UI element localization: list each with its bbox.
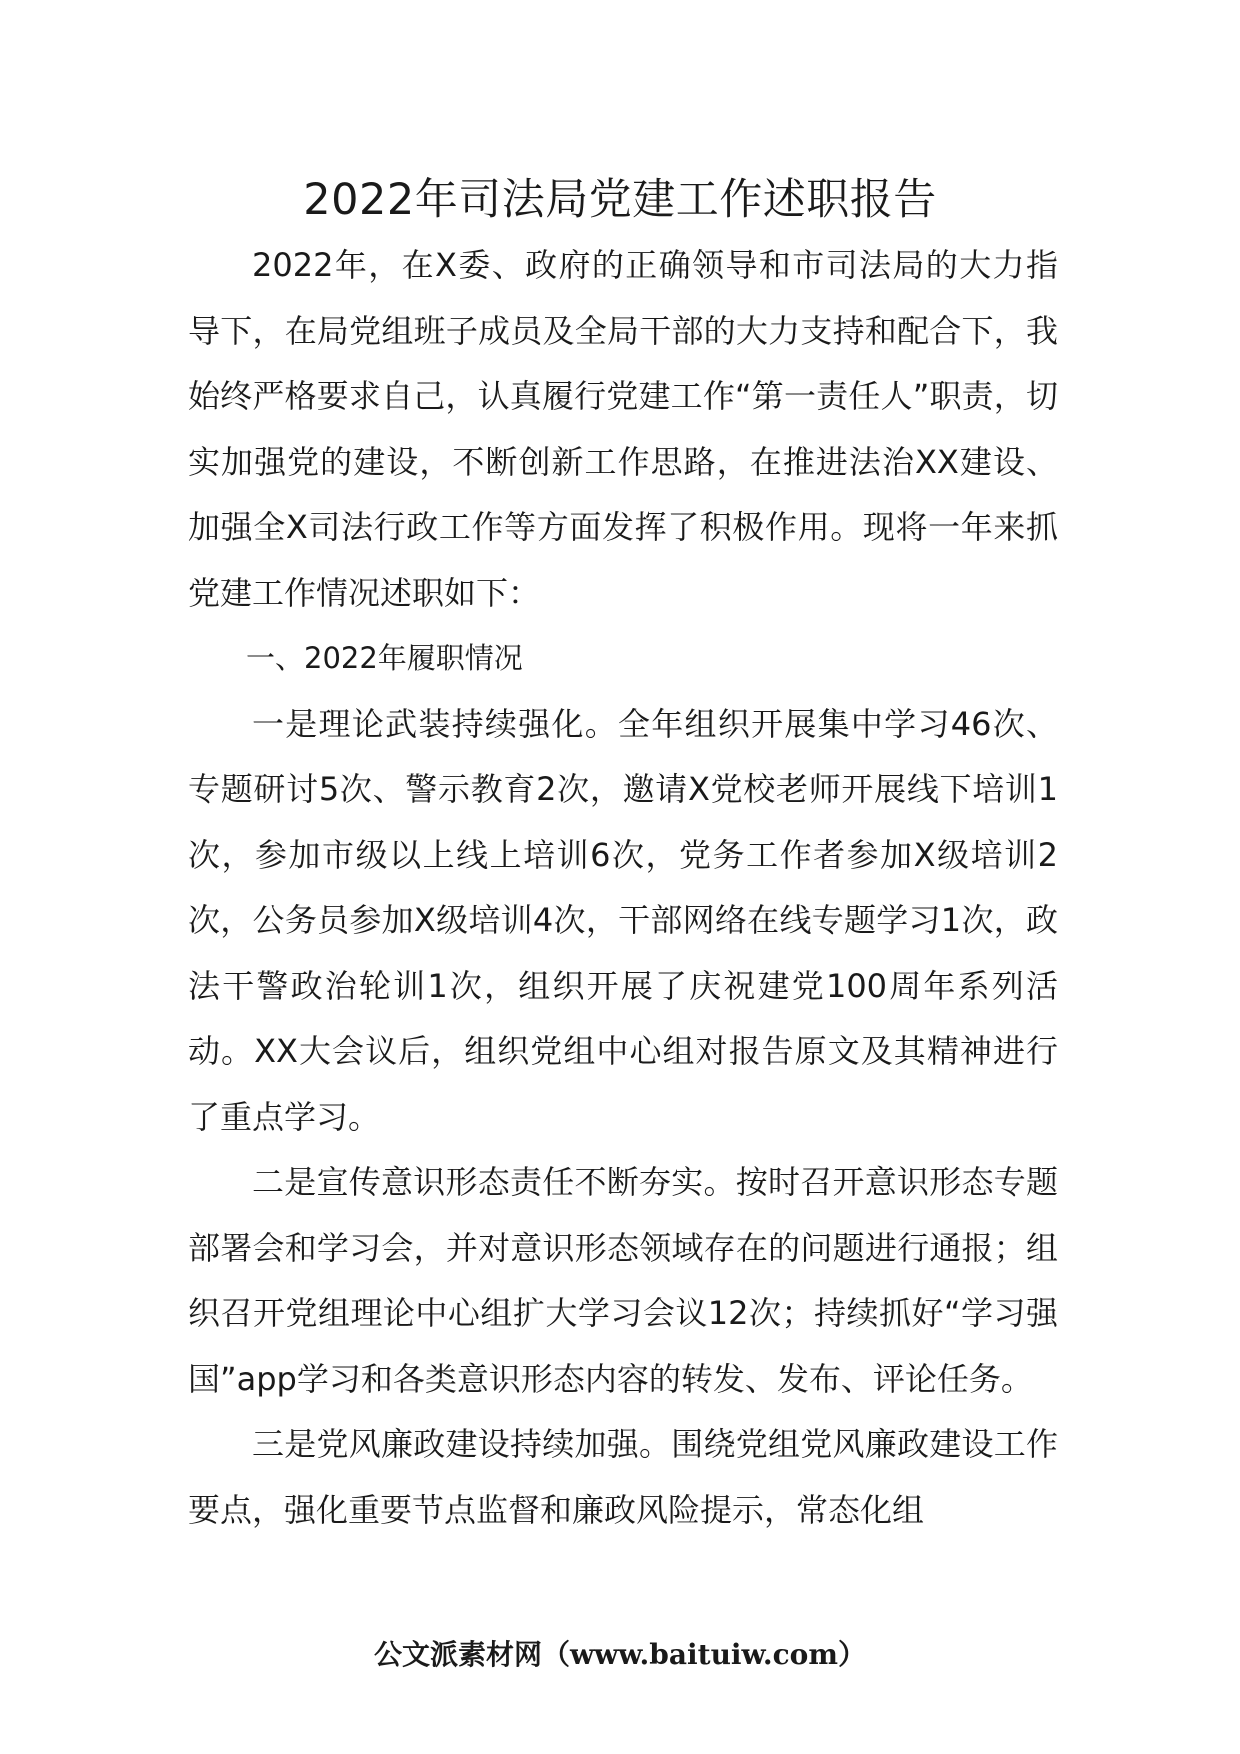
intro-paragraph: 2022年，在X委、政府的正确领导和市司法局的大力指导下，在局党组班子成员及全局干部的大力支持和配合下，我始终严格要求自己，认真履行党建工作“第一责任人”职责，切实加强党的建设，不断创新工作思路，在推进法治XX建设、加强全X司法行政工作等方面发挥了积极作用。现将一年来抓党建工作情况述职如下： (188, 246, 1058, 612)
body-paragraph-theory: 一是理论武装持续强化。全年组织开展集中学习46次、专题研讨5次、警示教育2次，邀请X党校老师开展线下培训1次，参加市级以上线上培训6次，党务工作者参加X级培训2次，公务员参加X级培训4次，干部网络在线专题学习1次，政法干警政治轮训1次，组织开展了庆祝建党100周年系列活动。XX大会议后，组织党组中心组对报告原文及其精神进行了重点学习。 (188, 704, 1058, 1136)
document-body (188, 233, 1058, 1543)
document-title: 2022年司法局党建工作述职报告 (303, 175, 937, 225)
body-paragraph-ideology: 二是宣传意识形态责任不断夯实。按时召开意识形态专题部署会和学习会，并对意识形态领域存在的问题进行通报；组织召开党组理论中心组扩大学习会议12次；持续抓好“学习强国”app学习和各类意识形态内容的转发、发布、评论任务。 (188, 1163, 1058, 1398)
section-heading: 一、2022年履职情况 (246, 641, 523, 675)
footer-watermark: 公文派素材网（www.baituiw.com） (374, 1638, 866, 1671)
body-paragraph-integrity: 三是党风廉政建设持续加强。围绕党组党风廉政建设工作要点，强化重要节点监督和廉政风险提示，常态化组 (188, 1425, 1058, 1529)
